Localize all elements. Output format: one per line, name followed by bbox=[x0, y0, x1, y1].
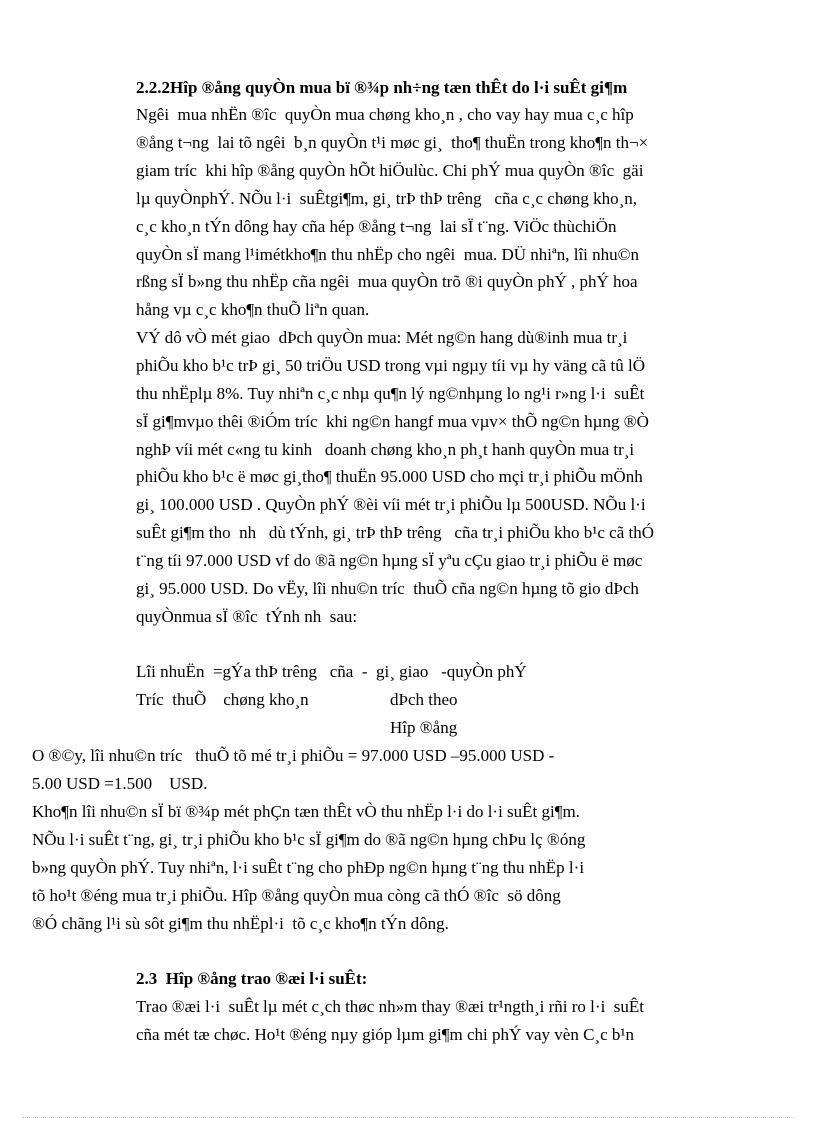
text-line: giam tríc khi hîp ®ång quyÒn hÕt hiÖulùc. Chi phÝ mua quyÒn ®îc gäi bbox=[136, 161, 644, 180]
text-line: 5.00 USD =1.500 USD. bbox=[32, 774, 208, 793]
text-line: O ®©y, lîi nhu©n tríc thuÕ tõ mé tr¸i phiÕu = 97.000 USD –95.000 USD - bbox=[32, 746, 555, 765]
text-line: ®Ó chãng l¹i sù sôt gi¶m thu nhËpl·i tõ c¸c kho¶n tÝn dông. bbox=[32, 914, 449, 933]
text-line: Trao ®æi l·i suÊt lµ mét c¸ch thøc nh»m thay ®æi tr¹ngth¸i rñi ro l·i suÊt bbox=[136, 997, 645, 1016]
text-line: thu nhËplµ 8%. Tuy nhiªn c¸c nhµ qu¶n lý ng©nhµng lo ng¹i r»ng l·i suÊt bbox=[136, 384, 645, 403]
text-line: tõ ho¹t ®éng mua tr¸i phiÕu. Hîp ®ång quyÒn mua còng cã thÓ ®îc sö dông bbox=[32, 886, 561, 905]
text-line: nghÞ víi mét c«ng tu kinh doanh chøng kho¸n ph¸t hanh quyÒn mua tr¸i bbox=[136, 440, 635, 459]
text-line: sÏ gi¶mvµo thêi ®iÓm tríc khi ng©n hangf mua vµv× thÕ ng©n hµng ®Ò bbox=[136, 412, 649, 431]
text-line: rßng sÏ b»ng thu nhËp cña ngêi mua quyÒn trõ ®i quyÒn phÝ , phÝ hoa bbox=[136, 272, 638, 291]
formula-line: dÞch theo bbox=[390, 690, 458, 709]
text-line: NÕu l·i suÊt t¨ng, gi¸ tr¸i phiÕu kho b¹c sÏ gi¶m do ®ã ng©n hµng chÞu lç ®óng bbox=[32, 830, 586, 849]
text-line: VÝ dô vÒ mét giao dÞch quyÒn mua: Mét ng©n hang dù®inh mua tr¸i bbox=[136, 328, 628, 347]
text-line: Ngêi mua nhËn ®îc quyÒn mua chøng kho¸n , cho vay hay mua c¸c hîp bbox=[136, 105, 634, 124]
text-line: gi¸ 100.000 USD . QuyÒn phÝ ®èi víi mét tr¸i phiÕu lµ 500USD. NÕu l·i bbox=[136, 495, 646, 514]
text-line: b»ng quyÒn phÝ. Tuy nhiªn, l·i suÊt t¨ng cho phÐp ng©n hµng t¨ng thu nhËp l·i bbox=[32, 858, 585, 877]
text-line: quyÒnmua sÏ ®îc tÝnh nh sau: bbox=[136, 607, 358, 626]
text-line: suÊt gi¶m tho nh dù tÝnh, gi¸ trÞ thÞ trêng cña tr¸i phiÕu kho b¹c cã thÓ bbox=[136, 523, 655, 542]
text-line: phiÕu kho b¹c ë møc gi¸tho¶ thuËn 95.000 USD cho mçi tr¸i phiÕu mÖnh bbox=[136, 467, 643, 486]
text-line: t¨ng tíi 97.000 USD vf do ®ã ng©n hµng sÏ yªu cÇu giao tr¸i phiÕu ë møc bbox=[136, 551, 643, 570]
formula-line: Hîp ®ång bbox=[390, 718, 458, 737]
text-line: quyÒn sÏ mang l¹imétkho¶n thu nhËp cho ngêi mua. DÜ nhiªn, lîi nhu©n bbox=[136, 245, 640, 264]
formula-line: Lîi nhuËn =gÝa thÞ trêng cña - gi¸ giao -quyÒn phÝ bbox=[136, 662, 527, 681]
section-heading: 2.2.2Hîp ®ång quyÒn mua bï ®¾p nh÷ng tæn thÊt do l·i suÊt gi¶m bbox=[136, 78, 628, 97]
text-line: Kho¶n lîi nhu©n sÏ bï ®¾p mét phÇn tæn thÊt vÒ thu nhËp l·i do l·i suÊt gi¶m. bbox=[32, 802, 580, 821]
section-heading: 2.3 Hîp ®ång trao ®æi l·i suÊt: bbox=[136, 969, 368, 988]
text-line: cña mét tæ chøc. Ho¹t ®éng nµy gióp lµm gi¶m chi phÝ vay vèn C¸c b¹n bbox=[136, 1025, 634, 1044]
text-line: ®ång t¬ng lai tõ ngêi b¸n quyÒn t¹i møc gi¸ tho¶ thuËn trong kho¶n th¬× bbox=[136, 133, 649, 152]
text-line: c¸c kho¸n tÝn dông hay cña hép ®ång t¬ng lai sÏ t¨ng. ViÖc thùchiÖn bbox=[136, 217, 617, 236]
text-line: lµ quyÒnphÝ. NÕu l·i suÊtgi¶m, gi¸ trÞ thÞ trêng cña c¸c chøng kho¸n, bbox=[136, 189, 637, 208]
text-line: phiÕu kho b¹c trÞ gi¸ 50 triÖu USD trong vµi ngµy tíi vµ hy väng cã tû lÖ bbox=[136, 356, 646, 375]
text-line: gi¸ 95.000 USD. Do vËy, lîi nhu©n tríc thuÕ cña ng©n hµng tõ gio dÞch bbox=[136, 579, 639, 598]
page-bottom-divider bbox=[22, 1117, 794, 1118]
text-line: hång vµ c¸c kho¶n thuÕ liªn quan. bbox=[136, 300, 370, 319]
formula-line: Tríc thuÕ chøng kho¸n bbox=[136, 690, 309, 709]
